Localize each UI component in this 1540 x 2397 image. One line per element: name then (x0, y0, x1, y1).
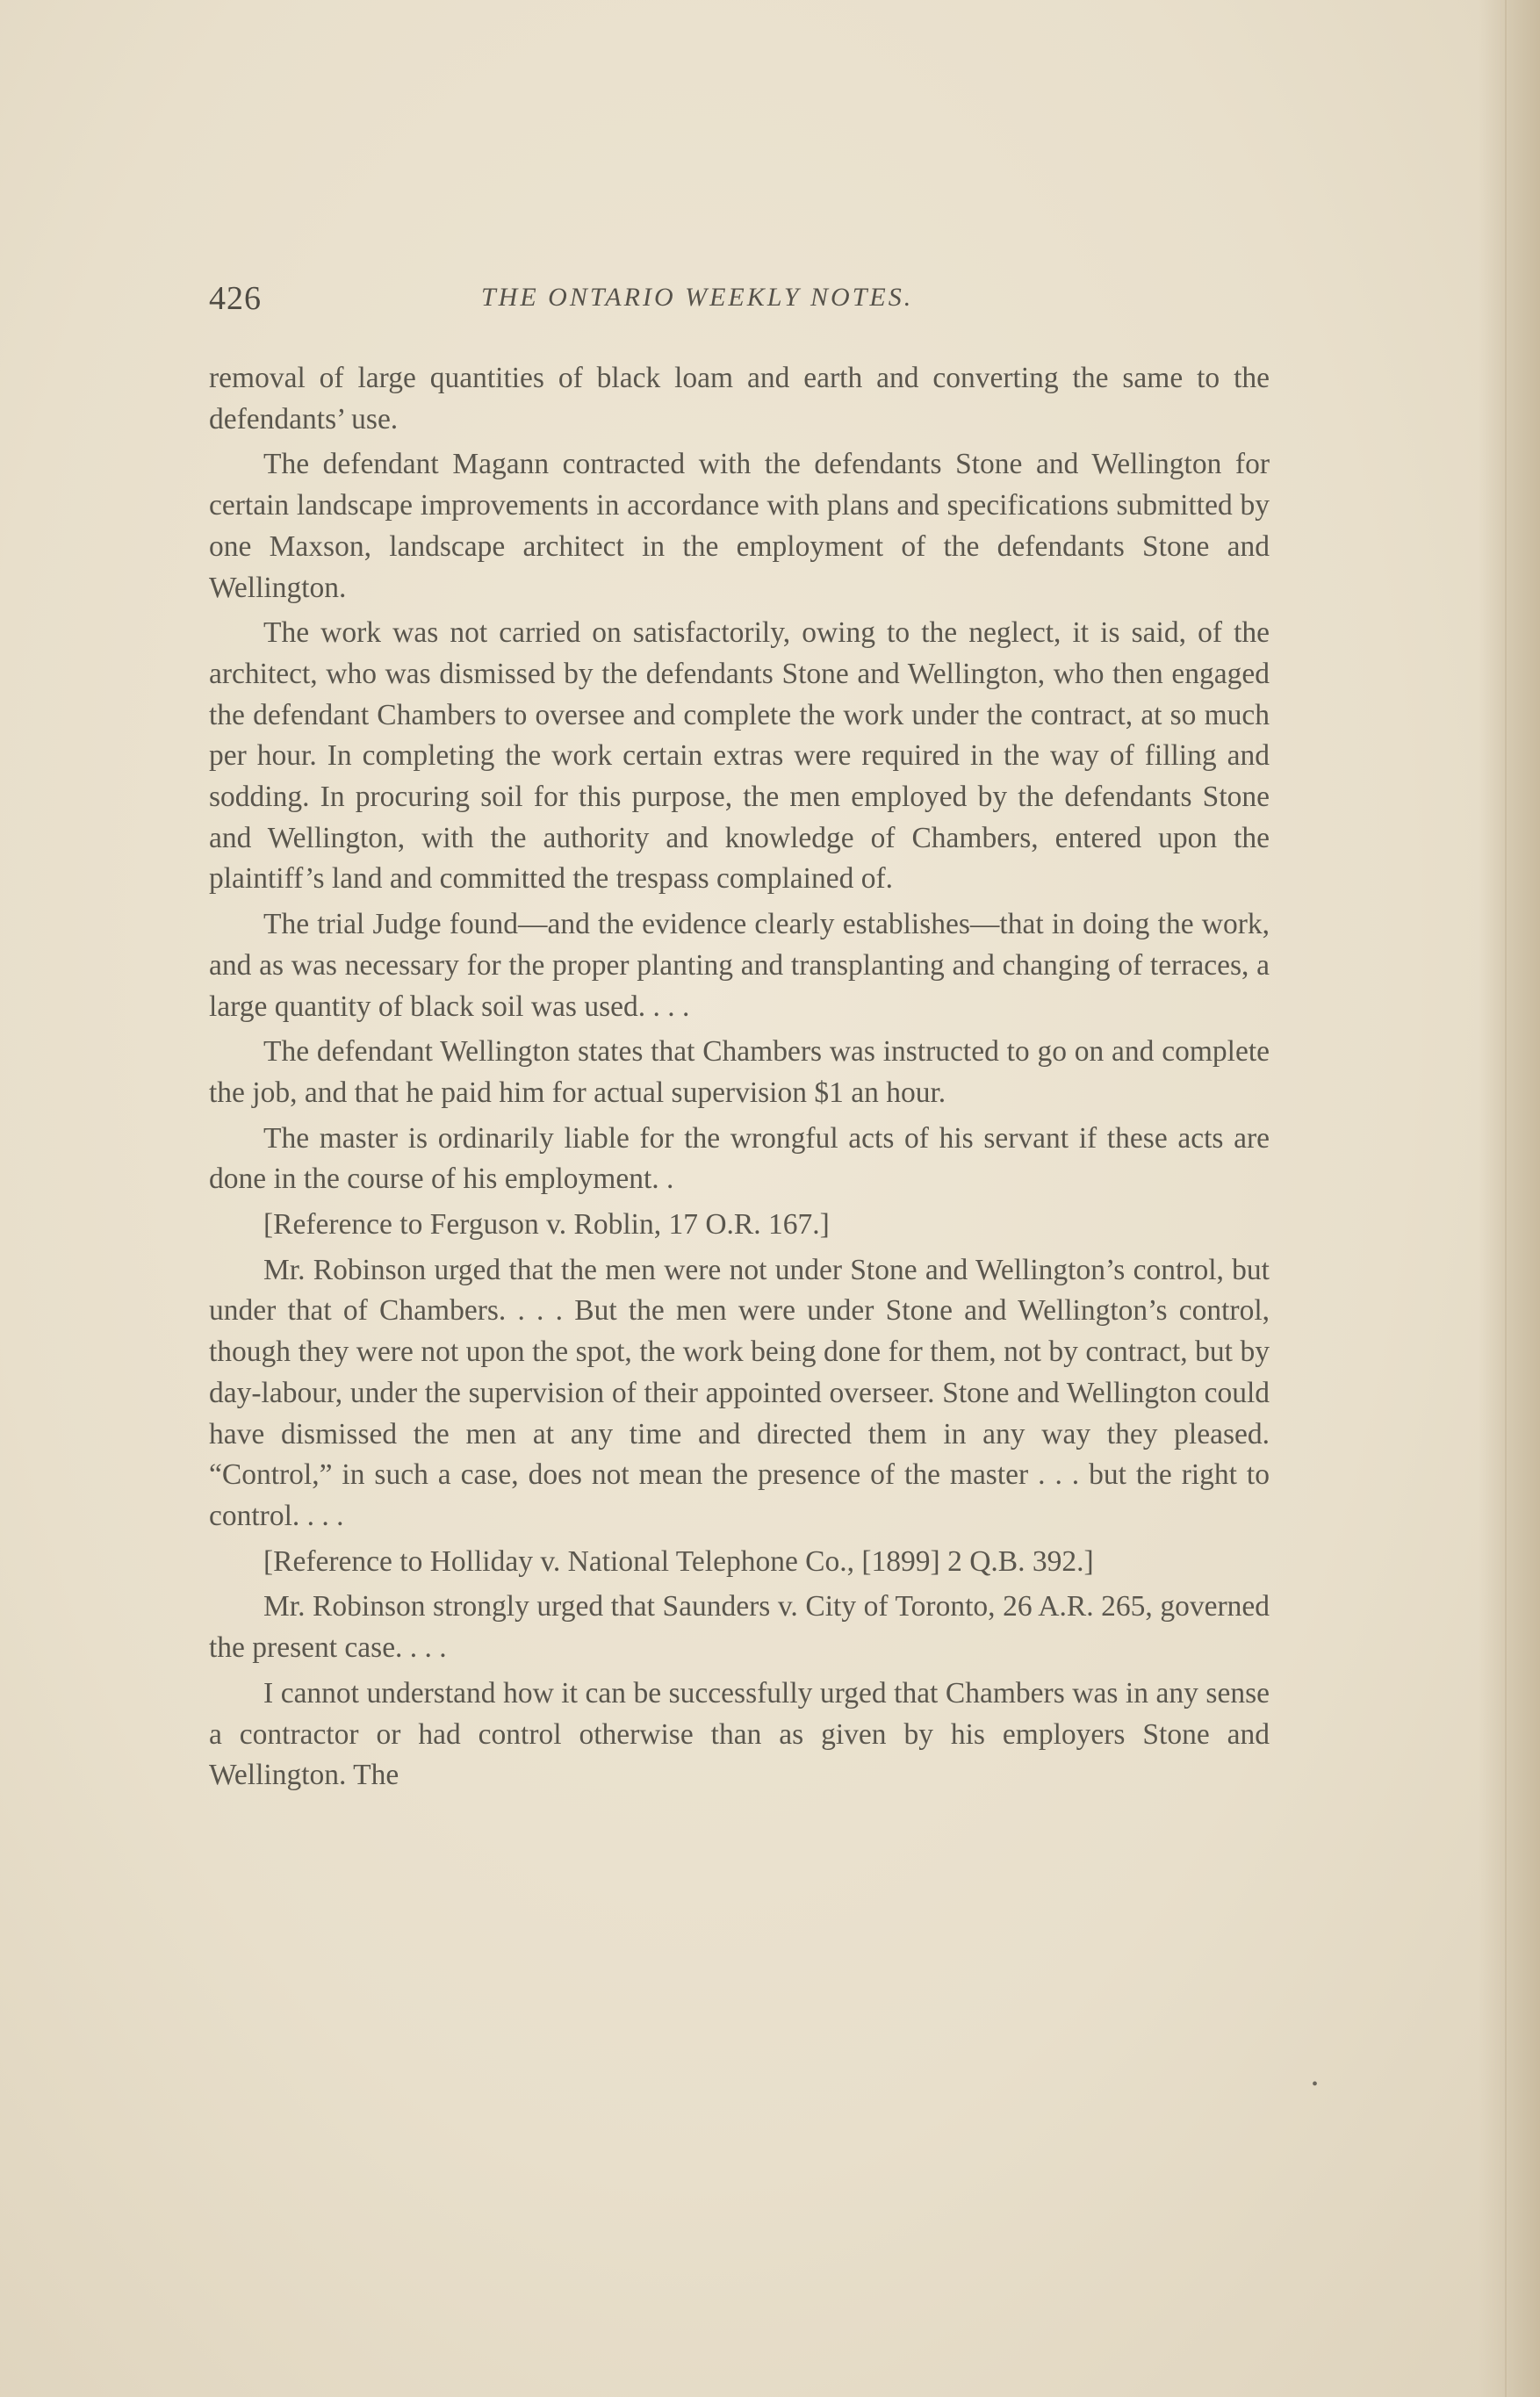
paragraph: I cannot understand how it can be successfully urged that Chambers was in any sense a contractor or had control otherwise than as given by his employers Stone and Wellington. The (209, 1676, 1270, 1792)
page-number: 426 (209, 280, 262, 317)
margin-dot: • (1312, 2075, 1319, 2094)
reference-note: [Reference to Ferguson v. Roblin, 17 O.R. 167.] (263, 1208, 830, 1242)
body-text (209, 358, 1270, 1801)
paragraph: The defendant Magann contracted with the defendants Stone and Wellington for certain landscape improvements in accordance with plans and specifications submitted by one Maxson, landscape architect in the employment of the defendants Stone and Wellington. (209, 448, 1270, 604)
paragraph: Mr. Robinson urged that the men were not under Stone and Wellington’s control, but under that of Chambers. . . . But the men were under Stone and Wellington’s control, though they were not upon the spot, the work being done for them, not by contract, but by day-labour, under the supervision of their appointed overseer. Stone and Wellington could have dismissed the men at any time and directed them in any way they pleased. “Control,” in such a case, does not mean the presence of the master . . . but the right to control. . . . (209, 1253, 1270, 1532)
paragraph: removal of large quantities of black loam and earth and converting the same to the defendants’ use. (209, 362, 1270, 435)
page-header (209, 279, 1263, 323)
paragraph: The work was not carried on satisfactorily, owing to the neglect, it is said, of the architect, who was dismissed by the defendants Stone and Wellington, who then engaged the defendant Chambers to oversee and complete the work under the contract, at so much per hour. In completing the work certain extras were required in the way of filling and sodding. In procuring soil for this purpose, the men employed by the defendants Stone and Wellington, with the authority and knowledge of Chambers, entered upon the plaintiff’s land and committed the trespass complained of. (209, 616, 1270, 896)
paragraph: The defendant Wellington states that Chambers was instructed to go on and complete the job, and that he paid him for actual supervision $1 an hour. (209, 1035, 1270, 1109)
paragraph: The master is ordinarily liable for the wrongful acts of his servant if these acts are done in the course of his employment. . (209, 1121, 1270, 1196)
paragraph: Mr. Robinson strongly urged that Saunders v. City of Toronto, 26 A.R. 265, governed the present case. . . . (209, 1590, 1270, 1665)
page-edge-line (1505, 0, 1507, 2397)
running-title: THE ONTARIO WEEKLY NOTES. (481, 283, 914, 312)
paragraph: The trial Judge found—and the evidence clearly establishes—that in doing the work, and as was necessary for the proper planting and transplanting and changing of terraces, a large quantity of black soil was used. . . . (209, 908, 1270, 1023)
page-edge-shadow (1479, 0, 1540, 2397)
reference-note: [Reference to Holliday v. National Telephone Co., [1899] 2 Q.B. 392.] (263, 1544, 1094, 1578)
